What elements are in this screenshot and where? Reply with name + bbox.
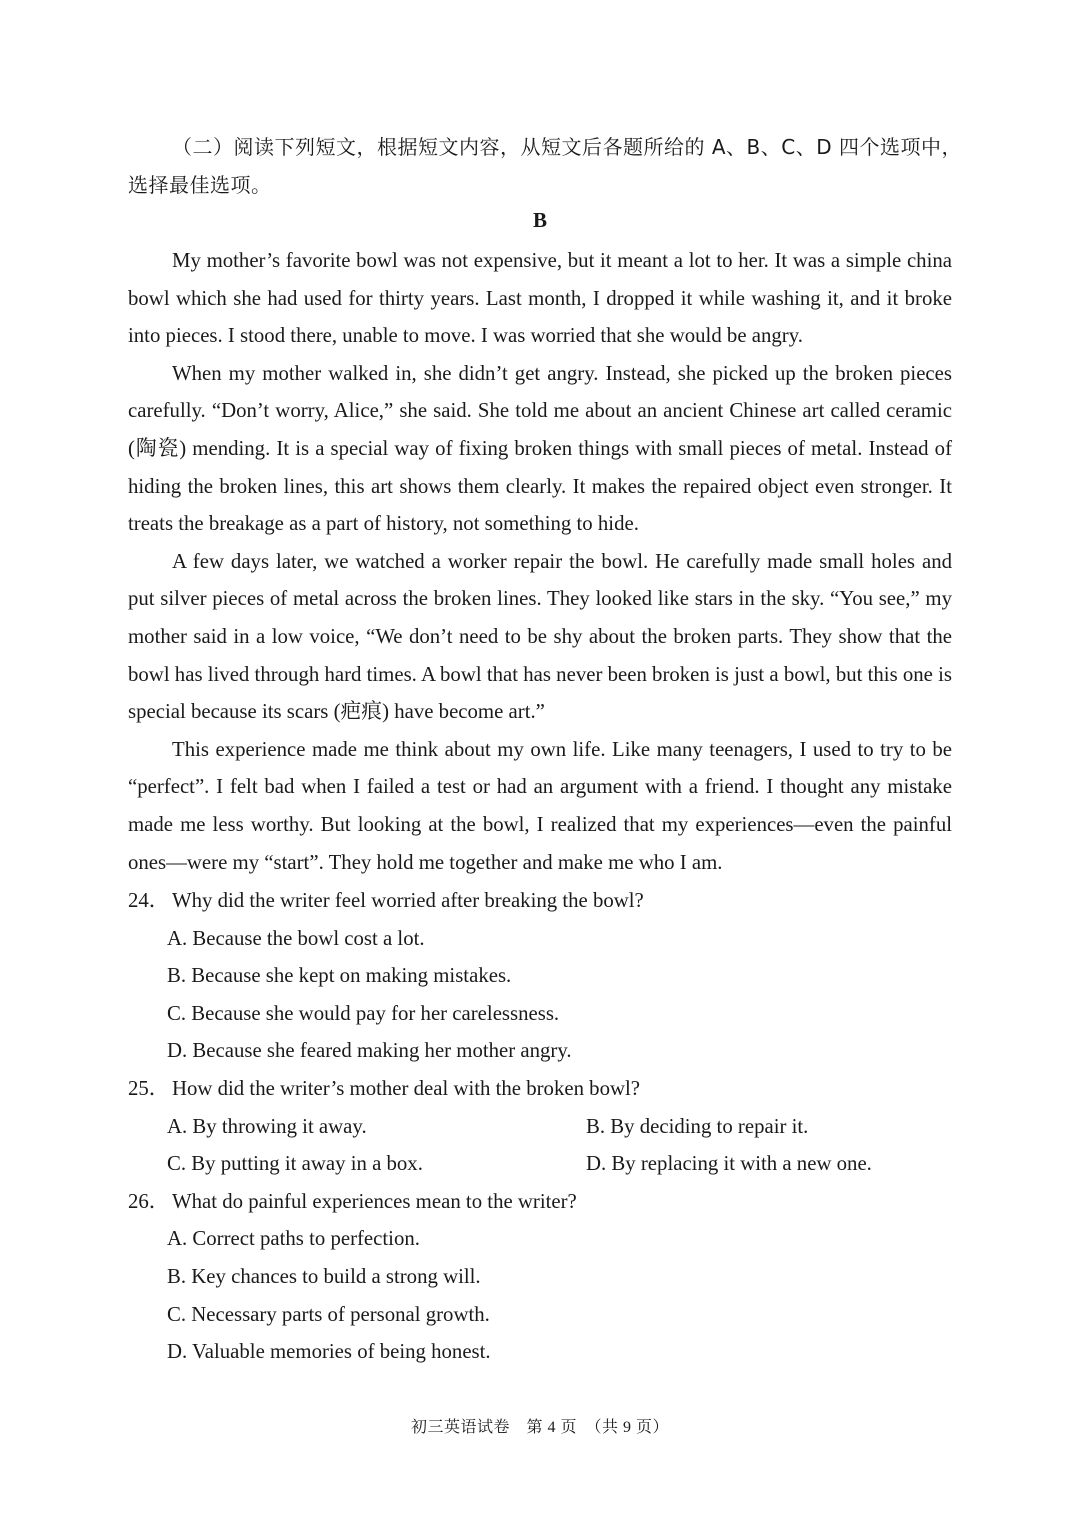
option-a: A. By throwing it away. xyxy=(167,1114,367,1138)
question-list xyxy=(128,882,952,1371)
passage-paragraph-1: My mother’s favorite bowl was not expensive, but it meant a lot to her. It was a simple china bowl which she had used for thirty years. Last month, I dropped it while washing it, and it broke into pieces. I stood there, unable to move. I was worried that she would be angry. xyxy=(128,249,952,348)
option-c: C. Because she would pay for her carelessness. xyxy=(167,1001,560,1025)
option-a: A. Correct paths to perfection. xyxy=(167,1227,420,1251)
question-26 xyxy=(128,1183,952,1371)
question-stem xyxy=(128,1183,952,1221)
passage-title: B xyxy=(532,208,547,232)
page-footer: 初三英语试卷 第 4 页 （共 9 页） xyxy=(410,1419,669,1436)
option-c: C. By putting it away in a box. xyxy=(167,1152,423,1176)
option-c: C. Necessary parts of personal growth. xyxy=(167,1302,490,1326)
option-a: A. Because the bowl cost a lot. xyxy=(167,926,425,950)
question-text: Why did the writer feel worried after breaking the bowl? xyxy=(172,889,644,912)
section-instruction xyxy=(128,128,962,204)
instruction-line-1: （二）阅读下列短文，根据短文内容，从短文后各题所给的 A、B、C、D 四个选项中， xyxy=(172,135,962,159)
passage-paragraph-4: This experience made me think about my own life. Like many teenagers, I used to try to be “perfect”. I felt bad when I failed a test or had an argument with a friend. I thought any mistake made me less worthy. But looking at the bowl, I realized that my experiences—even the painful ones—were my “start”. They hold me together and make me who I am. xyxy=(128,737,952,874)
question-25 xyxy=(128,1070,952,1183)
question-24 xyxy=(128,882,952,1070)
option-d: D. Valuable memories of being honest. xyxy=(167,1340,491,1364)
question-text: How did the writer’s mother deal with the broken bowl? xyxy=(172,1076,641,1100)
instruction-line-2: 选择最佳选项。 xyxy=(128,173,272,197)
question-text: What do painful experiences mean to the writer? xyxy=(172,1189,577,1213)
question-number: 25． xyxy=(128,1076,170,1100)
question-stem xyxy=(128,1070,952,1108)
option-row xyxy=(128,1108,952,1146)
question-number: 26． xyxy=(128,1189,170,1213)
passage-paragraph-3: A few days later, we watched a worker repair the bowl. He carefully made small holes and put silver pieces of metal across the broken lines. They looked like stars in the sky. “You see,” my mother said in a low voice, “We don’t need to be shy about the broken parts. They show that the bowl has lived through hard times. A bowl that has never been broken is just a bowl, but this one is special because its scars (疤痕) have become art.” xyxy=(128,549,952,724)
question-stem xyxy=(128,882,952,920)
option-d: D. Because she feared making her mother angry. xyxy=(167,1039,572,1063)
reading-passage xyxy=(128,242,952,881)
option-b: B. Key chances to build a strong will. xyxy=(167,1264,481,1288)
option-b: B. By deciding to repair it. xyxy=(586,1114,809,1138)
option-b: B. Because she kept on making mistakes. xyxy=(167,964,512,988)
question-number: 24． xyxy=(128,889,170,912)
passage-paragraph-2: When my mother walked in, she didn’t get angry. Instead, she picked up the broken pieces carefully. “Don’t worry, Alice,” she said. She told me about an ancient Chinese art called ceramic (陶瓷) mending. It is a special way of fixing broken things with small pieces of metal. Instead of hiding the broken lines, this art shows them clearly. It makes the repaired object even stronger. It treats the breakage as a part of history, not something to hide. xyxy=(128,361,952,536)
option-row xyxy=(128,1145,952,1183)
option-d: D. By replacing it with a new one. xyxy=(586,1152,872,1176)
